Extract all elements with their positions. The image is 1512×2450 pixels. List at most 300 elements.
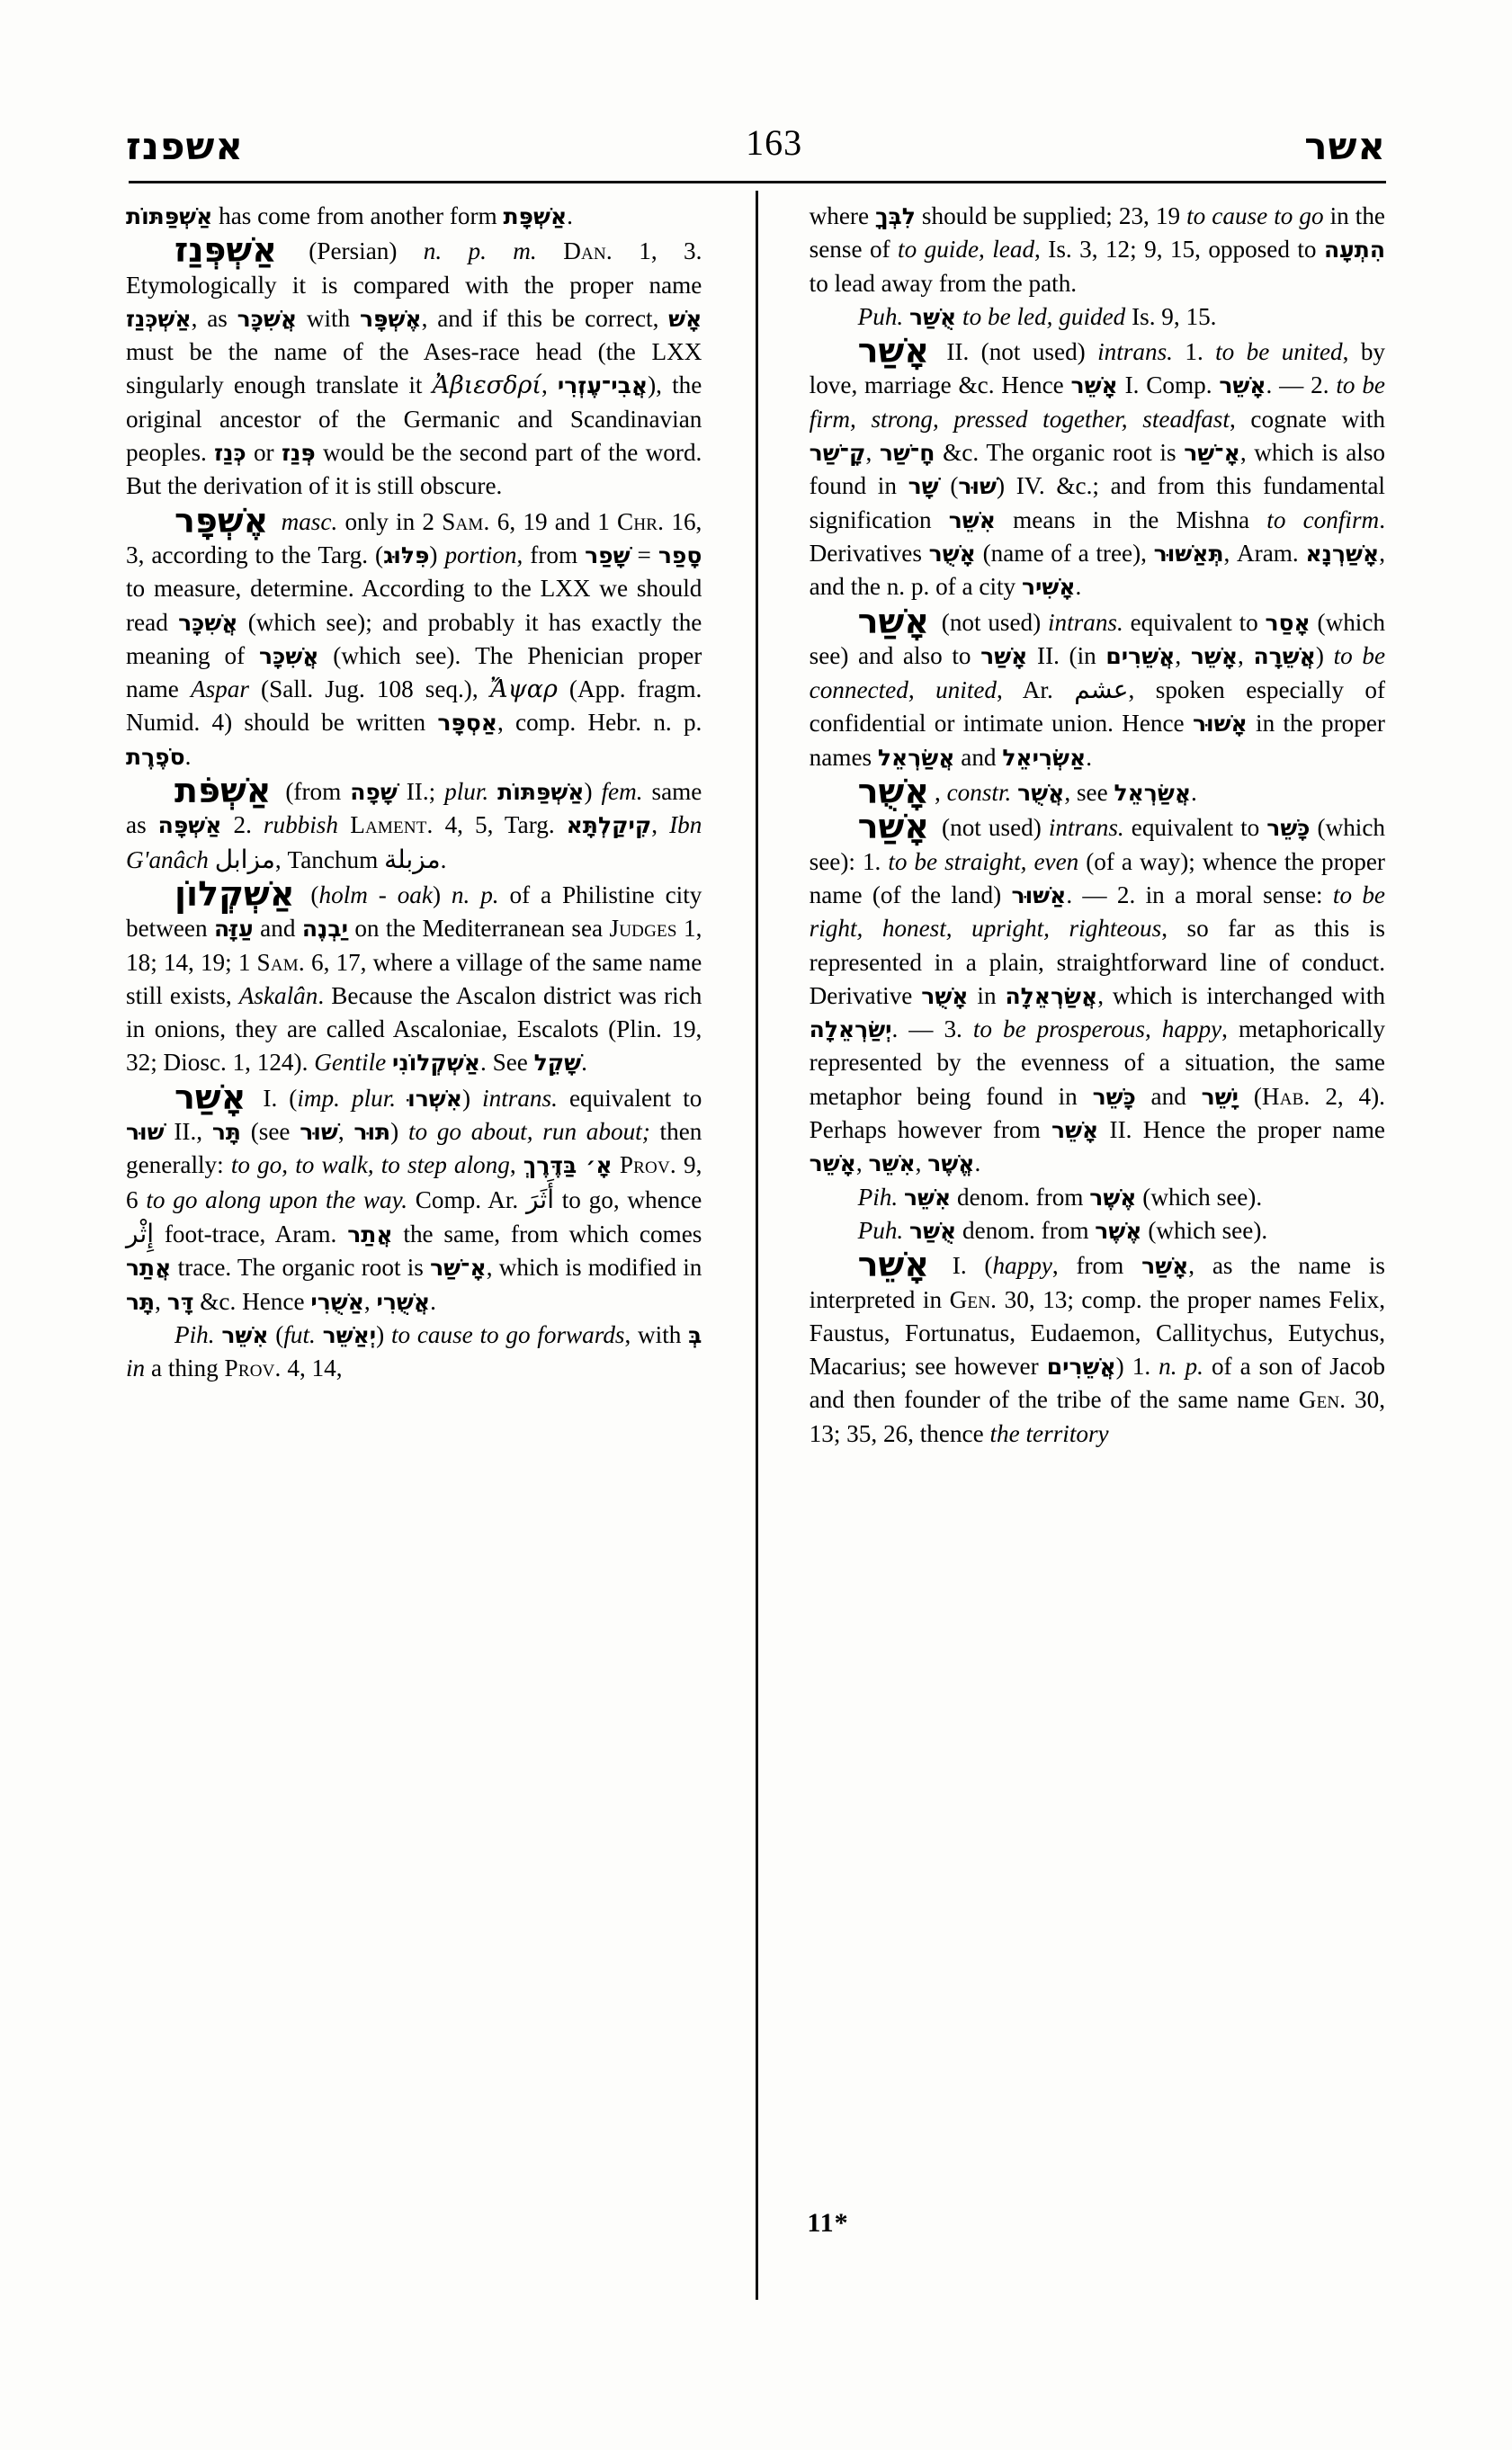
arabic-word: إِثْر [126, 1218, 155, 1248]
two-column-body [126, 200, 1385, 2358]
dictionary-entry [810, 809, 1385, 1180]
text-run: same as [126, 778, 702, 839]
dictionary-entry [810, 200, 1385, 300]
text-run: or [246, 439, 282, 467]
text-run: , [651, 811, 670, 839]
text-run: II. Hence the proper name [1098, 1116, 1385, 1144]
text-run: (not used) [935, 814, 1049, 842]
hebrew-word: אָשַׁר [980, 642, 1028, 669]
text-run: , [1175, 641, 1191, 669]
text-run: . [184, 742, 192, 770]
text-run: 9, 6 [126, 1151, 702, 1213]
signature-mark-row [0, 2208, 1512, 2239]
dictionary-entry [126, 773, 702, 877]
text-run: on the Mediterranean sea [347, 915, 610, 943]
hebrew-word: אָשַׁרְנָא [1305, 540, 1380, 567]
text-run: , [865, 439, 880, 467]
hebrew-word: אִשֵּׁר [868, 1150, 916, 1177]
hebrew-word: סָפַר [658, 541, 702, 568]
text-run: , [1238, 641, 1254, 669]
text-run: , from [1051, 1252, 1142, 1280]
text-run: in the proper names [809, 710, 1385, 771]
text-run: , with [624, 1320, 689, 1348]
text-run: ) IV. &c.; and from this fundamental signification [809, 472, 1385, 533]
text-run: then generally: [126, 1118, 702, 1179]
text-run: equivalent to [1123, 608, 1266, 636]
hebrew-word: אֲשֵׁרִים [1046, 1354, 1116, 1381]
text-run: should be supplied; 23, 19 [915, 202, 1187, 229]
hebrew-word: אֲשַׂרְאֵלָה [1005, 982, 1098, 1009]
text-run: Is. 9, 15. [1125, 302, 1217, 330]
italic-run: intrans. [482, 1084, 558, 1112]
hebrew-word: בְּ [688, 1321, 702, 1348]
reference-run: Hab. [1261, 1082, 1311, 1110]
hebrew-word: אֶשֶׁר [1089, 1184, 1137, 1211]
italic-run: happy [992, 1252, 1052, 1280]
text-run: of a son of Jacob and then founder of the tribe of the same name [809, 1353, 1385, 1414]
text-run: and [1135, 1082, 1202, 1110]
entry-lemma: אָשַׁר [857, 807, 929, 847]
greek-word: Ἄψαρ [489, 675, 558, 704]
text-run: . [440, 845, 447, 873]
reference-run: Dan. [536, 237, 613, 265]
hebrew-word: אֲתַר [126, 1255, 172, 1282]
italic-run: Aspar [190, 675, 249, 703]
text-run [903, 1217, 909, 1244]
header-rule [129, 181, 1386, 183]
text-run: . Derivatives [809, 505, 1385, 567]
dictionary-entry [810, 1214, 1385, 1247]
italic-run: to be led, guided [962, 302, 1126, 330]
text-run: ) 1. [1115, 1353, 1159, 1381]
dictionary-entry [126, 1319, 702, 1386]
text-run: 30, 13; 35, 26, thence [809, 1386, 1385, 1447]
hebrew-word: אֲשֵׁרָה [1253, 642, 1316, 669]
hebrew-word: אָשֵׁר [1190, 642, 1239, 669]
text-run: 30, 13; comp. the proper names Felix, Faustus, Fortunatus, Eudaemon, Callitychus, Eutychus, Macarius; see however [809, 1285, 1385, 1381]
text-run: equivalent to [557, 1084, 702, 1112]
text-run: . [1086, 743, 1093, 771]
text-run: 2. [221, 811, 264, 839]
text-run: 6, 17, where a village of the same name still exists, [126, 948, 702, 1009]
reference-run: Judges [609, 915, 677, 943]
text-run: II., [164, 1118, 212, 1146]
reference-run: Gen. [1298, 1386, 1346, 1414]
dictionary-entry [126, 873, 702, 1080]
text-run [396, 1085, 407, 1112]
text-run: ), the original ancestor of the Germanic and Scandinavian peoples. [126, 371, 702, 467]
text-run: (Sall. Jug. 108 seq.), [248, 675, 490, 703]
italic-run: Pih. [174, 1320, 215, 1348]
italic-run: intrans. [1047, 608, 1123, 636]
hebrew-word: אֶשֶׁר [1095, 1217, 1142, 1244]
text-run: 1, 3. Etymologically it is compared with the proper name [126, 237, 702, 299]
text-run: would be the second part of the word. But the derivation of it is still obscure. [126, 439, 702, 500]
hebrew-word: שׁוּר [958, 473, 997, 500]
text-run: trace. The organic root is [171, 1254, 431, 1282]
hebrew-word: אִשֵּׁר [221, 1321, 269, 1348]
reference-run: Gen. [949, 1285, 998, 1313]
text-run [903, 303, 909, 330]
text-run: 16, 3, according to the Targ. ( [126, 507, 702, 568]
text-run: ) [1315, 641, 1334, 669]
text-run: , as the name is interpreted in [809, 1252, 1385, 1313]
italic-run: n. p. [451, 881, 499, 908]
hebrew-word: אֲשַׂרְאֵל [877, 744, 955, 771]
text-run: , which is interchanged with [1097, 981, 1385, 1009]
hebrew-word: אַשְׁכְּנַז [126, 305, 192, 332]
italic-run: holm - oak [318, 881, 433, 908]
text-run: , Tanchum [274, 845, 385, 873]
hebrew-word: אֱשֶׁר [927, 1150, 975, 1177]
text-run [488, 778, 497, 805]
italic-run: to be connected, united [809, 641, 1386, 704]
text-run: (see [240, 1118, 300, 1146]
text-run: a thing [145, 1355, 225, 1382]
italic-run: fem. [601, 778, 643, 806]
italic-run: in [126, 1355, 146, 1382]
text-run: , from [516, 541, 586, 568]
hebrew-word: אֻשַּׁר [909, 303, 957, 330]
text-run: 4, 5, Targ. [433, 811, 567, 839]
reference-run: Lament. [337, 811, 434, 839]
text-run: , [363, 1287, 377, 1315]
hebrew-word: אֲשֻׁר [1017, 780, 1065, 807]
signature-mark: 11* [807, 2208, 849, 2238]
text-run: in [968, 981, 1006, 1009]
italic-run: to cause to go [1186, 202, 1324, 229]
hebrew-word: אָסַר [1265, 609, 1311, 636]
text-run: , which is also found in [809, 439, 1386, 500]
reference-run: Prov. [612, 1151, 676, 1179]
reference-run: Chr. [617, 507, 665, 535]
text-run: , Is. 3, 12; 9, 15, opposed to [1034, 236, 1324, 264]
right-column [801, 200, 1385, 2358]
arabic-word: أَثَرَ [525, 1184, 554, 1214]
italic-run: Puh. [857, 1216, 904, 1244]
text-run: . Because the Ascalon district was rich in onions, they are called Ascaloniae, Escalots (Plin. 19, 32; Diosc. 1, 124). [126, 981, 702, 1077]
column-gutter [711, 200, 800, 2358]
text-run: (which see). [1136, 1183, 1263, 1211]
text-run: must be the name of the Ases-race head (the LXX singularly enough translate it [126, 338, 702, 399]
italic-run: the territory [989, 1419, 1109, 1447]
italic-run: portion [444, 541, 517, 568]
text-run: , which is modified in [486, 1254, 702, 1282]
text-run: to lead away from the path. [809, 269, 1078, 297]
text-run: , and if this be correct, [421, 304, 669, 332]
hebrew-word: אַשּׁוּר [1011, 881, 1067, 908]
text-run [386, 1049, 392, 1076]
hebrew-word: אַשֻׁרִי [310, 1288, 364, 1315]
hebrew-word: דָּר [166, 1288, 194, 1315]
italic-run: intrans. [1048, 814, 1124, 842]
italic-run: to be firm, strong, pressed together, steadfast [809, 371, 1385, 433]
text-run: , by love, marriage &c. Hence [809, 338, 1386, 399]
arabic-word: مزابل [214, 844, 275, 874]
text-run: 2, 4). Perhaps however from [809, 1082, 1385, 1144]
text-run: ( [300, 881, 319, 908]
dictionary-entry [126, 230, 702, 503]
italic-run: to go, to walk, to step along [230, 1151, 510, 1179]
text-run: foot-trace, Aram. [154, 1220, 348, 1247]
text-run [316, 1321, 323, 1348]
hebrew-word: אִשֵּׁר [904, 1184, 952, 1211]
dictionary-entry [810, 300, 1385, 334]
text-run: ) [584, 778, 602, 806]
entry-lemma: אַשְׁפְּנַז [174, 230, 277, 271]
text-run: and [253, 915, 302, 943]
text-run: , Aram. [1223, 539, 1306, 567]
hebrew-word: שָׁר [908, 473, 939, 500]
hebrew-word: אֻשַּׁר [909, 1217, 957, 1244]
italic-run: n. p. m. [423, 237, 537, 265]
text-run: &c. The organic root is [935, 439, 1185, 467]
text-run: to measure, determine. According to the LXX we should read [126, 575, 702, 636]
text-run: 1. [1172, 338, 1216, 366]
text-run: , cognate with [1229, 405, 1385, 433]
italic-run: Askalân [238, 981, 318, 1009]
text-run: ) [461, 1084, 483, 1112]
entry-lemma: אָשַׁר [174, 1077, 246, 1117]
entry-lemma: אֶשְׁפָּר [174, 500, 269, 541]
text-run: ) [432, 881, 452, 908]
hebrew-word: אֲשִׁכָּר [178, 609, 238, 636]
text-run: (which see); and probably it has exactly the meaning of [126, 608, 702, 669]
text-run: , [915, 1149, 928, 1177]
text-run: (which see). The Phenician proper name [126, 641, 702, 703]
text-run: , [541, 371, 558, 399]
text-run: . [430, 1287, 436, 1315]
italic-run: Ibn G'anâch [126, 811, 702, 873]
hebrew-word: פִּלּוּג [383, 541, 430, 568]
hebrew-word: אֲשִׁכָּר [259, 642, 319, 669]
hebrew-word: אָשַׁר [1141, 1253, 1189, 1280]
text-run: means in the Mishna [995, 505, 1267, 533]
text-run: . See [479, 1049, 534, 1077]
italic-run: Puh. [857, 302, 904, 330]
text-run: . — 3. [891, 1015, 973, 1043]
italic-run: to go along upon the way. [146, 1185, 407, 1213]
text-run: where [809, 202, 876, 229]
running-head-right-lemma: אשר [1304, 124, 1386, 168]
page-number: 163 [746, 122, 803, 163]
text-run: to go, whence [554, 1185, 702, 1213]
hebrew-word: שָׁפַר [585, 541, 631, 568]
text-run: ) [376, 1320, 391, 1348]
text-run: , [855, 1149, 869, 1177]
hebrew-word: אָשֻׁר [928, 540, 976, 567]
hebrew-word: עַזָּה [213, 916, 254, 943]
hebrew-word: אָשֵׁר [1051, 1117, 1099, 1144]
text-run: ) [390, 1118, 408, 1146]
text-run: , [935, 779, 947, 807]
text-run: &c. Hence [193, 1287, 311, 1315]
text-run: with [297, 304, 360, 332]
hebrew-word: אִשֵּׁר [948, 506, 996, 533]
text-run: , as [191, 304, 237, 332]
entry-lemma: אָשַׁר [857, 601, 929, 641]
text-run: . — 2. [1266, 371, 1337, 399]
text-run: , metaphorically represented by the evenness of a situation, the same metaphor being found in [809, 1015, 1386, 1110]
text-run: I. Comp. [1117, 371, 1220, 399]
text-run: , [337, 1118, 354, 1146]
dictionary-entry [810, 1247, 1385, 1451]
hebrew-word: אֲשֵׁרִים [1105, 642, 1176, 669]
dictionary-entry [809, 601, 1386, 774]
column-divider-rule [756, 191, 758, 2300]
hebrew-word: פְּנַז [281, 440, 316, 467]
hebrew-word: תְּאַשּׁוּר [1153, 540, 1224, 567]
hebrew-word: אַשְׁקְלוֹנִי [392, 1050, 480, 1077]
dictionary-entry [126, 1077, 702, 1319]
text-run: I. ( [935, 1252, 993, 1280]
text-run: , comp. Hebr. n. p. [497, 709, 702, 737]
italic-run: to cause to go forwards [390, 1320, 625, 1348]
hebrew-word: יְאַשֵּׁר [322, 1321, 377, 1348]
italic-run: constr. [946, 779, 1012, 807]
text-run: denom. from [956, 1216, 1096, 1244]
italic-run: fut. [283, 1320, 316, 1348]
hebrew-word: אָ־שַׁר [430, 1255, 487, 1282]
text-run: (Persian) [282, 237, 424, 265]
text-run: and [954, 743, 1003, 771]
italic-run: Pih. [857, 1183, 899, 1211]
italic-run: to be straight, even [888, 847, 1079, 875]
hebrew-word: שָׁפָה [350, 779, 398, 806]
text-run: (of a way); whence the proper name (of the land) [809, 847, 1385, 908]
hebrew-word: אַשְׂרִיאֵל [1002, 744, 1087, 771]
hebrew-word: אָשֻׁר [921, 982, 969, 1009]
text-run: denom. from [951, 1183, 1090, 1211]
entry-lemma: אָשֻׁר [857, 772, 929, 812]
hebrew-word: חָ־שַׁר [879, 440, 935, 467]
hebrew-word: תָּר [126, 1288, 156, 1315]
hebrew-word: הִתְעָה [1323, 237, 1385, 264]
text-run: 1, 18; 14, 19; 1 [126, 915, 702, 976]
text-run: (which see). [1141, 1216, 1268, 1244]
text-run: . [974, 1149, 981, 1177]
text-run: , see [1064, 779, 1114, 807]
text-run: in the sense of [809, 202, 1385, 264]
arabic-word: عشم [1074, 675, 1129, 705]
hebrew-word: שׁוּר [300, 1119, 338, 1146]
text-run: Comp. Ar. [407, 1185, 526, 1213]
italic-run: Gentile [314, 1049, 387, 1077]
hebrew-word: אֲתַר [347, 1221, 393, 1247]
text-run: (name of a tree), [975, 539, 1154, 567]
reference-run: Sam. [256, 948, 305, 976]
italic-run: to be united [1215, 338, 1343, 366]
greek-word: Ἀβιεσδρί [432, 371, 541, 400]
italic-run: imp. plur. [297, 1084, 397, 1112]
hebrew-word: אֲשַׂרְאֵל [1114, 780, 1192, 807]
running-head-left-lemma: אשפנז [126, 124, 244, 168]
text-run: ) [429, 541, 445, 568]
text-run: , [155, 1287, 167, 1315]
text-run: = [630, 541, 658, 568]
hebrew-word: לִבְּךָ [875, 203, 916, 229]
hebrew-word: אֲשֻׁרִי [376, 1288, 431, 1315]
text-run: has come from another form [212, 202, 504, 229]
hebrew-word: אָ׳ בַּדֶּרֶךְ [523, 1152, 613, 1179]
text-run: II. (not used) [935, 338, 1098, 366]
hebrew-word: אָשִׁיר [1021, 574, 1076, 601]
text-run: . [567, 202, 573, 229]
hebrew-word: אָשֵׁר [809, 1150, 856, 1177]
hebrew-word: יָשֵׁר [1201, 1083, 1239, 1110]
text-run: , Ar. [997, 676, 1075, 704]
text-run: (which see) and also to [809, 608, 1386, 669]
italic-run: rubbish [263, 811, 338, 839]
text-run: , so far as this is represented in a plain, straightforward line of conduct. Derivative [809, 915, 1385, 1009]
hebrew-word: אֲשִׁכָּר [237, 305, 298, 332]
text-run: II.; [397, 778, 445, 806]
hebrew-word: שׁוּר [126, 1119, 165, 1146]
text-run: ( [268, 1320, 284, 1348]
italic-run: n. p. [1159, 1353, 1203, 1381]
text-run: , and the n. p. of a city [809, 539, 1385, 601]
hebrew-word: אַשְׁפָּה [157, 812, 222, 839]
italic-run: masc. [273, 507, 338, 535]
reference-run: Prov. [224, 1355, 282, 1382]
hebrew-word: אָשֵׁר [1219, 372, 1266, 399]
dictionary-entry [126, 200, 702, 233]
hebrew-word: קִיקַלְתָּא [566, 812, 652, 839]
italic-run: to be prosperous, happy [972, 1015, 1222, 1043]
hebrew-word: אִשְׁרוּ [407, 1085, 462, 1112]
hebrew-word: כְּנַז [214, 440, 246, 467]
italic-run: to go about, run about; [407, 1118, 650, 1146]
entry-lemma: אַשְׁפֹּת [174, 771, 272, 811]
hebrew-word: אָשׁוּר [1192, 711, 1248, 738]
italic-run: to guide, lead [898, 236, 1035, 264]
hebrew-word: תּוּר [353, 1119, 391, 1146]
dictionary-entry [126, 500, 702, 773]
text-run: ( [1239, 1082, 1262, 1110]
text-run: . [1075, 573, 1082, 601]
text-run: , [509, 1151, 523, 1179]
text-run: ( [938, 472, 959, 500]
italic-run: plur. [444, 778, 489, 806]
hebrew-word: אַסְפָּר [437, 710, 497, 737]
text-run: . [1191, 779, 1197, 807]
hebrew-word: אַשְׁפָּת [503, 203, 568, 229]
hebrew-word: שָׁקֵל [533, 1050, 582, 1077]
hebrew-word: כָּשֵׁר [1092, 1083, 1136, 1110]
dictionary-entry [810, 1181, 1385, 1214]
hebrew-word: אָשֵׁר [1070, 372, 1118, 399]
arabic-word: مزبلة [384, 844, 441, 874]
text-run [209, 846, 215, 873]
dictionary-entry [809, 331, 1386, 604]
italic-run: to confirm [1266, 505, 1380, 533]
text-run: 6, 19 and 1 [489, 507, 618, 535]
entry-lemma: אָשֵׁר [857, 1245, 929, 1285]
text-run: (which see): 1. [809, 814, 1386, 875]
entry-lemma: אָשַׁר [857, 331, 929, 371]
text-run: of a Philistine city between [126, 881, 702, 943]
text-run: , spoken especially of confidential or intimate union. Hence [809, 676, 1385, 738]
text-run: equivalent to [1123, 814, 1267, 842]
text-run: I. ( [251, 1084, 298, 1112]
text-run: (from [276, 778, 351, 806]
hebrew-word: אַשְׁפַּתּוֹת [126, 203, 213, 229]
hebrew-word: יַבְנֶה [301, 916, 348, 943]
text-run: . — 2. in a moral sense: [1066, 881, 1333, 908]
entry-lemma: אַשְׁקְלוֹן [174, 873, 295, 914]
hebrew-word: תָּר [211, 1119, 241, 1146]
hebrew-word: כָּשֵׁר [1266, 815, 1311, 842]
